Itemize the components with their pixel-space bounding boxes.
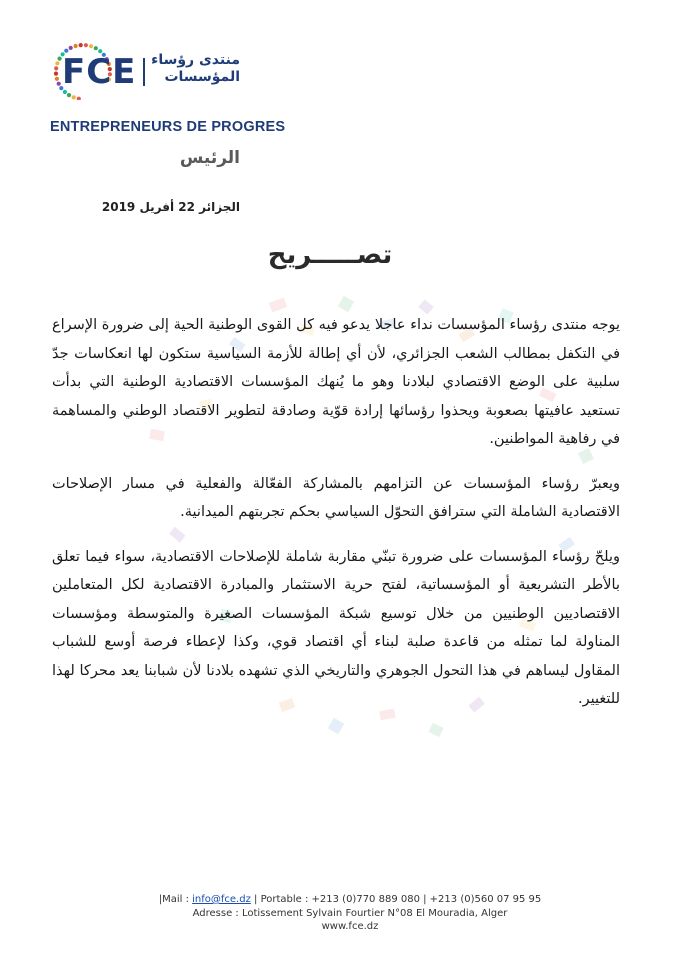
logo-dot — [94, 46, 98, 50]
footer-address: Adresse : Lotissement Sylvain Fourtier N°08 El Mouradia, Alger — [192, 907, 508, 919]
logo-dot — [55, 77, 59, 81]
logo-arabic-line1: منتدى رؤساء — [151, 52, 240, 68]
logo-dot — [57, 82, 61, 86]
logo-dot — [67, 93, 71, 97]
footer-website[interactable]: www.fce.dz — [321, 921, 379, 932]
sender-role: الرئيس — [179, 148, 240, 168]
paragraph-3: ويلحّ رؤساء المؤسسات على ضرورة تبنّي مقاربة شاملة للإصلاحات الاقتصادية، سواء فيما تعلق بالأطر التشريعية أو المؤسساتية، لفتح حرية الاستثمار والمبادرة الاقتصادية لكل المتعاملين الاقتصاديين الوطنيين من خلال توسيع شبكة المؤسسات الصغيرة والمتوسطة ومؤسسات المناولة لما تمثله من قاعدة صلبة لبناء أي اقتصاد قوي، وكذا لإعطاء فرصة أوسع للشباب المقاول ليساهم في هذا التحول الجوهري والتاريخي الذي تشهده بلادنا لأن شبابنا يعد محركا لهذا للتغيير. — [52, 548, 620, 707]
fce-logo — [48, 40, 248, 100]
footer-mail-link[interactable]: info@fce.dz — [192, 894, 251, 905]
logo-dot — [84, 43, 88, 47]
logo-divider — [143, 58, 145, 86]
tagline: ENTREPRENEURS DE PROGRES — [50, 119, 286, 135]
logo-dot — [54, 72, 58, 76]
logo-dot — [79, 43, 83, 47]
logo-arabic-line2: المؤسسات — [164, 69, 240, 85]
paragraph-1: يوجه منتدى رؤساء المؤسسات نداء عاجلا يدعو فيه كل القوى الوطنية الحية إلى ضرورة الإسراع في التكفل بمطالب الشعب الجزائري، لأن أي إطالة للأزمة السياسية ستكون لها انعكاسات جدّ سلبية على الوضع الاقتصادي لبلادنا وهو ما يُنهك المؤسسات الاقتصادية الوطنية التي بدأت تستعيد عافيتها بصعوبة ويحذوا رؤسائها إرادة قوّية وصادقة لتطوير الاقتصاد الوطني والمساهمة في رفاهية المواطنين. — [52, 317, 620, 447]
footer-contact-line — [100, 893, 600, 907]
logo-dot — [77, 97, 81, 100]
footer — [100, 893, 600, 934]
letter-body — [52, 311, 620, 714]
logo-dot — [74, 44, 78, 48]
footer-mail-label: |Mail : — [158, 894, 189, 905]
paragraph-2: ويعبرّ رؤساء المؤسسات عن التزامهم بالمشاركة الفعّالة والفعلية في مسار الإصلاحات الاقتصادية الشاملة التي سترافق التحوّل السياسي بحكم تجربتهم الميدانية. — [52, 475, 620, 520]
logo-dot — [69, 46, 73, 50]
logo-arabic-name — [150, 52, 240, 86]
document-title: تصـــــريح — [267, 240, 393, 270]
logo-dot — [55, 61, 59, 65]
logo-dot — [54, 66, 58, 70]
letter-date: الجزائر 22 أفريل 2019 — [101, 200, 240, 214]
logo-dot — [72, 95, 76, 99]
logo-dot — [89, 44, 93, 48]
logo-text: FCE — [62, 52, 137, 92]
footer-phones: | Portable : +213 (0)770 889 080 | +213 (0)560 07 95 95 — [254, 894, 542, 905]
